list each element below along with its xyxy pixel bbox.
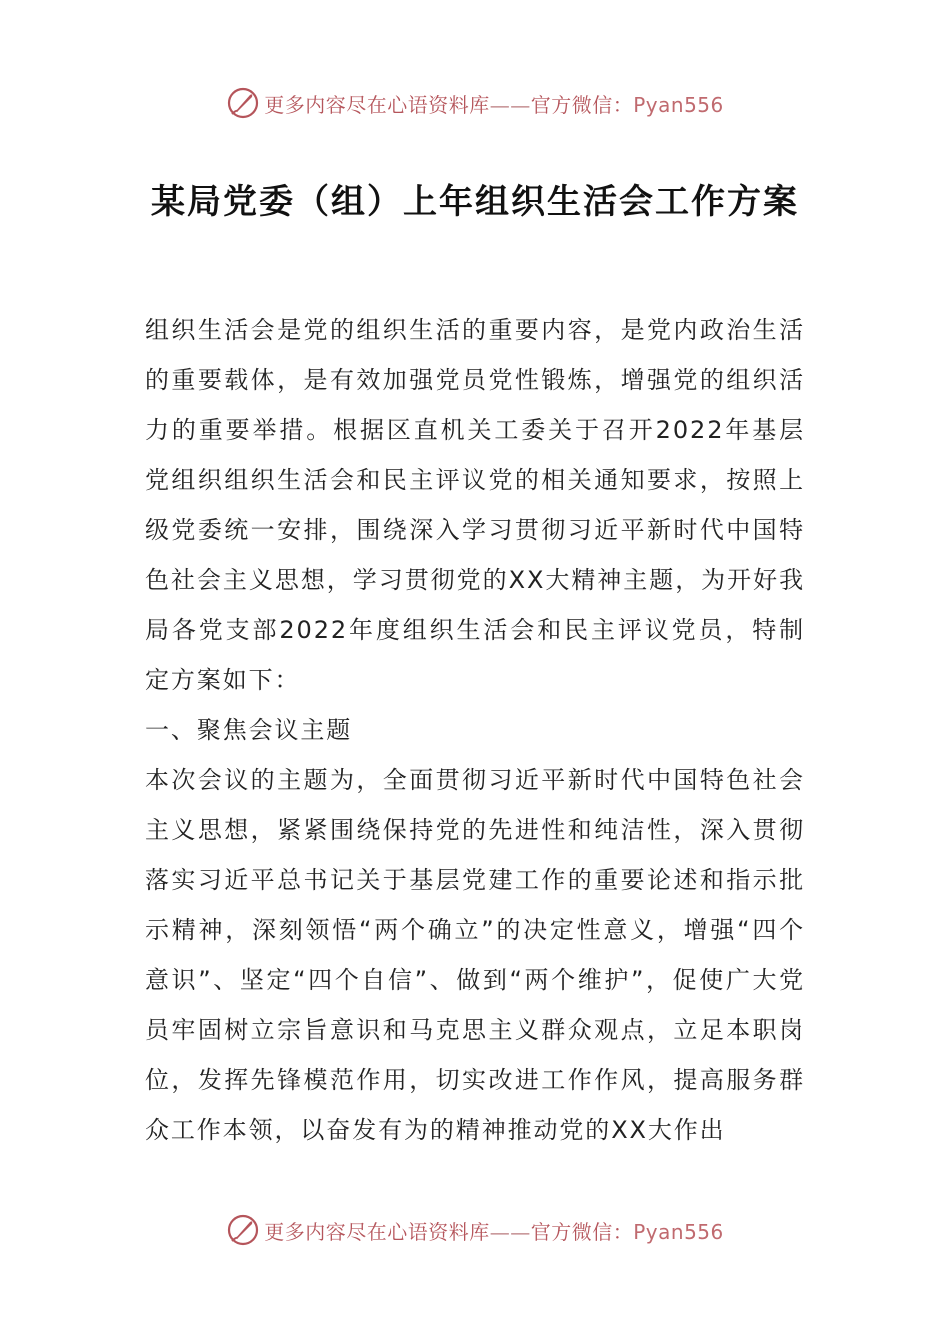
watermark-contact-label: 官方微信： [530, 1219, 634, 1244]
watermark-contact-id: Pyan556 [633, 1219, 724, 1244]
watermark-separator: —— [489, 92, 531, 117]
watermark-brand: 更多内容尽在心语资料库 [264, 1219, 490, 1244]
document-body [145, 305, 805, 1155]
document-title: 某局党委（组）上年组织生活会工作方案 [151, 182, 799, 222]
footer-watermark [0, 1208, 950, 1252]
watermark-text [264, 89, 724, 118]
watermark-contact-label: 官方微信： [530, 92, 634, 117]
quill-pen-circle-icon [226, 1213, 260, 1247]
header-watermark [0, 81, 950, 125]
watermark-separator: —— [489, 1219, 531, 1244]
section-heading: 一、聚焦会议主题 [145, 716, 353, 744]
quill-pen-circle-icon [226, 86, 260, 120]
watermark-contact-id: Pyan556 [633, 92, 724, 117]
section-paragraph: 本次会议的主题为，全面贯彻习近平新时代中国特色社会主义思想，紧紧围绕保持党的先进性和纯洁性，深入贯彻落实习近平总书记关于基层党建工作的重要论述和指示批示精神，深刻领悟“两个确立”的决定性意义，增强“四个意识”、坚定“四个自信”、做到“两个维护”，促使广大党员牢固树立宗旨意识和马克思主义群众观点，立足本职岗位，发挥先锋模范作用，切实改进工作作风，提高服务群众工作本领，以奋发有为的精神推动党的XX大作出 [145, 766, 805, 1144]
watermark-brand: 更多内容尽在心语资料库 [264, 92, 490, 117]
watermark-text [264, 1216, 724, 1245]
intro-paragraph: 组织生活会是党的组织生活的重要内容，是党内政治生活的重要载体，是有效加强党员党性锻炼，增强党的组织活力的重要举措。根据区直机关工委关于召开2022年基层党组织组织生活会和民主评议党的相关通知要求，按照上级党委统一安排，围绕深入学习贯彻习近平新时代中国特色社会主义思想，学习贯彻党的XX大精神主题，为开好我局各党支部2022年度组织生活会和民主评议党员，特制定方案如下： [145, 316, 805, 694]
